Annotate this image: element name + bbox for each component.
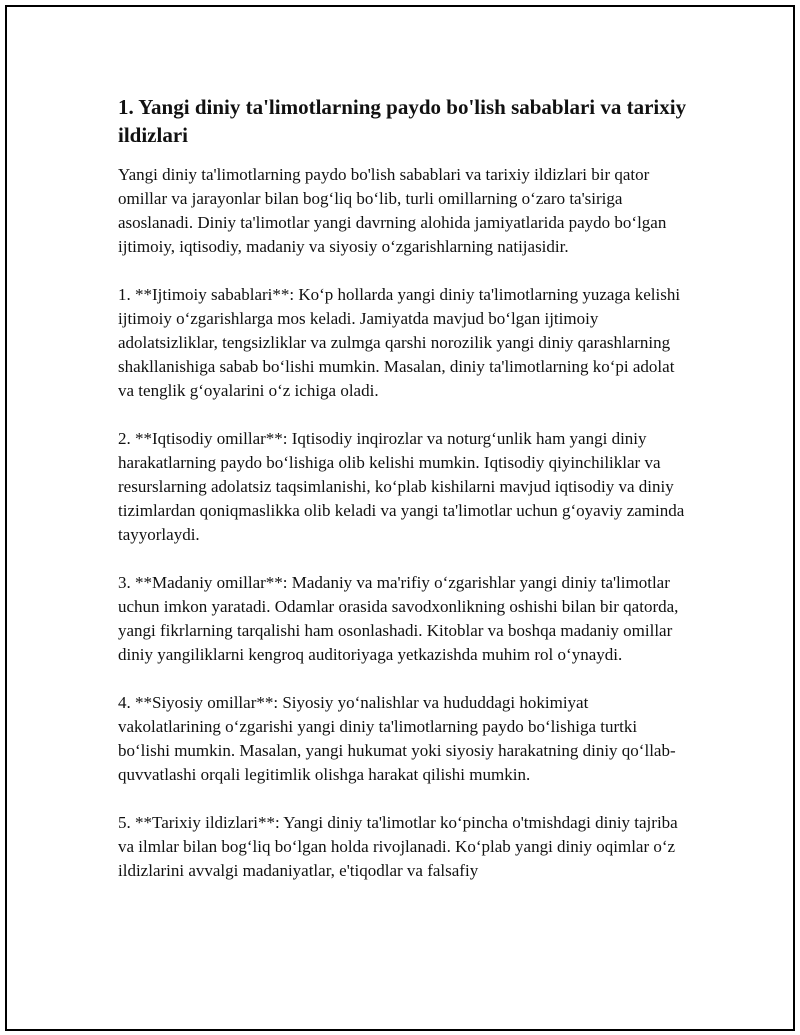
economic-factors-paragraph: 2. **Iqtisodiy omillar**: Iqtisodiy inqirozlar va noturg‘unlik ham yangi diniy harakatlarning paydo bo‘lishiga olib kelishi mumkin. Iqtisodiy qiyinchiliklar va resurslarning adolatsiz taqsimlanishi, ko‘plab kishilarni mavjud iqtisodiy va diniy tizimlardan qoniqmaslikka olib keladi va yangi ta'limotlar uchun g‘oyaviy zaminda tayyorlaydi. xyxy=(118,429,685,544)
social-reasons-paragraph: 1. **Ijtimoiy sabablari**: Ko‘p hollarda yangi diniy ta'limotlarning yuzaga kelishi ijtimoiy o‘zgarishlarga mos keladi. Jamiyatda mavjud bo‘lgan ijtimoiy adolatsizliklar, tengsizliklar va zulmga qarshi norozilik yangi diniy qarashlarning shakllanishiga sabab bo‘lishi mumkin. Masalan, diniy ta'limotlarning ko‘pi adolat va tenglik g‘oyalarini o‘z ichiga oladi. xyxy=(118,285,681,400)
political-factors-paragraph: 4. **Siyosiy omillar**: Siyosiy yo‘nalishlar va hududdagi hokimiyat vakolatlarining o‘zgarishi yangi diniy ta'limotlarning paydo bo‘lishiga turtki bo‘lishi mumkin. Masalan, yangi hukumat yoki siyosiy harakatning diniy qo‘llab-quvvatlashi orqali legitimlik olishga harakat qilishi mumkin. xyxy=(118,693,676,784)
document-body xyxy=(118,93,688,907)
intro-paragraph: Yangi diniy ta'limotlarning paydo bo'lish sabablari va tarixiy ildizlari bir qator omillar va jarayonlar bilan bog‘liq bo‘lib, turli omillarning o‘zaro ta'siriga asoslanadi. Diniy ta'limotlar yangi davrning alohida jamiyatlarida paydo bo‘lgan ijtimoiy, iqtisodiy, madaniy va siyosiy o‘zgarishlarning natijasidir. xyxy=(118,165,667,256)
cultural-factors-paragraph: 3. **Madaniy omillar**: Madaniy va ma'rifiy o‘zgarishlar yangi diniy ta'limotlar uchun imkon yaratadi. Odamlar orasida savodxonlikning oshishi bilan bir qatorda, yangi fikrlarning tarqalishi ham osonlashadi. Kitoblar va boshqa madaniy omillar diniy yangiliklarni kengroq auditoriyaga yetkazishda muhim rol o‘ynaydi. xyxy=(118,573,679,664)
section-heading: 1. Yangi diniy ta'limotlarning paydo bo'lish sabablari va tarixiy ildizlari xyxy=(118,95,687,147)
historical-roots-paragraph: 5. **Tarixiy ildizlari**: Yangi diniy ta'limotlar ko‘pincha o'tmishdagi diniy tajriba va ilmlar bilan bog‘liq bo‘lgan holda rivojlanadi. Ko‘plab yangi diniy oqimlar o‘z ildizlarini avvalgi madaniyatlar, e'tiqodlar va falsafiy xyxy=(118,813,678,880)
